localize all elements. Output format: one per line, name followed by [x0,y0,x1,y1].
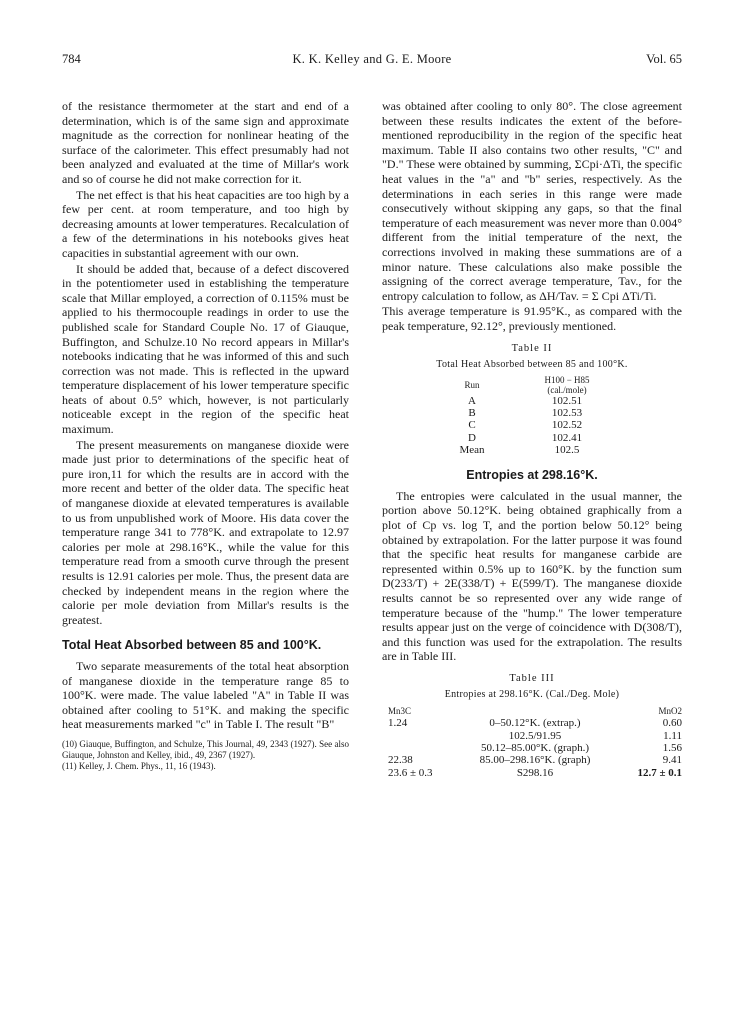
footnote-11: (11) Kelley, J. Chem. Phys., 11, 16 (1943). [62,760,216,771]
table-2-header [422,375,612,395]
volume-label: Vol. 65 [646,52,682,66]
left-paragraph-4: The present measurements on manganese dioxide were made just prior to determinations of the specific heat of pure iron,11 for which the results are in accord with the more recent and better of the older data. The specific heat of manganese dioxide at elevated temperatures is available to us from unpublished work of Moore. His data cover the temperature range 341 to 778°K. and extrapolate to 12.97 calories per mole at 298.16°K., while the value for this temperature read from a smooth curve through the present results is 12.91 calories per mole. Thus, the present data are checked by independent means in the region where the calorie per mole deviation from Millar's results is the greatest. [62,437,349,627]
table-2-col-unit: (cal./mole) [547,384,587,395]
running-header [62,52,682,68]
table-3-col-right: MnO2 [658,706,682,717]
table-3 [382,705,682,779]
table-row: A 102.51 [468,394,583,407]
section-heading-entropies: Entropies at 298.16°K. [466,468,598,483]
right-paragraph-1b: This average temperature is 91.95°K., as compared with the peak temperature, 92.12°, previously mentioned. [382,304,682,333]
table-row: 1.24 0–50.12°K. (extrap.) 0.60 [388,717,682,730]
left-paragraph-2: The net effect is that his heat capacities are too high by a few per cent. at room temperature, and too high by decreasing amounts at lower temperatures. Recalculation of a few of the determinations in his notebooks gives heat capacities in substantial agreement with our own. [62,187,349,260]
table-row: C 102.52 [468,419,583,432]
table-row: 23.6 ± 0.3 S298.16 12.7 ± 0.1 [388,766,682,779]
right-paragraph-2: The entropies were calculated in the usual manner, the portion above 50.12°K. being obtained graphically from a plot of Cp vs. log T, and the portion below 50.12° being obtained by extrapolation. For the latter purpose it was found that the specific heat results for manganese carbide are represented within 0.5% up to 160°K. by the function sum D(233/T) + 2E(338/T) + E(599/T). The manganese dioxide results cannot be so represented over any wide range of temperature because of the "hump." The lower temperature results appear just on the verge of coincidence with D(308/T), and this function was used for the extrapolation. The results are in Table III. [382,488,682,664]
table-row: 50.12–85.00°K. (graph.) 1.56 [481,741,682,754]
table-2-col-run: Run [464,379,480,390]
left-paragraph-3: It should be added that, because of a defect discovered in the potentiometer used in establishing the temperature scale that Millar employed, a correction of 0.115% must be applied to his thermocouple readings in order to use the published scale for Standard Couple No. 17 of Giauque, Buffington, and Schulze.10 No record appears in Millar's notebooks indicating that he was informed of this and such correction was not made. This is reflected in the upward temperature displacement of his lower temperature specific heats of about 0.5° which, however, is not particularly noticeable except in the region of the specific heat maximum. [62,261,349,437]
running-authors: K. K. Kelley and G. E. Moore [292,52,452,66]
table-3-header [382,705,682,717]
right-column [382,99,682,779]
table-3-caption: Table III [509,672,555,684]
left-paragraph-5: Two separate measurements of the total heat absorption of manganese dioxide in the temperature range 85 to 100°K. were made. The value labeled "A" in Table II was obtained after cooling to 51°K. and making the specific heat measurements marked "c" in Table I. The result "B" [62,658,349,732]
table-3-subtitle: Entropies at 298.16°K. (Cal./Deg. Mole) [444,689,620,701]
table-row: 22.38 85.00–298.16°K. (graph) 9.41 [388,754,682,767]
right-paragraph-1a: was obtained after cooling to only 80°. The close agreement between these results indicates the extent of the before-mentioned reproducibility in the region of the specific heat maximum. Table II also contains two other results, "C" and "D." These were obtained by summing, ΣCpi·ΔTi, the specific heat values in the "a" and "b" series, respectively. As the determinations in each series in this range were made consecutively without skipping any gaps, so that the final temperature of each measurement was never more than 0.004° different from the initial temperature of the next, the corrections involved in making these summations are of a minor nature. These calculations also make possible the assigning of the correct average temperature, Tav., for the entropy calculation to follow, as ΔH/Tav. = Σ Cpi ΔTi/Ti. [382,99,682,303]
table-2-caption: Table II [511,342,553,354]
table-row: B 102.53 [468,406,583,419]
left-column [62,99,349,772]
left-paragraph-1: of the resistance thermometer at the start and end of a determination, which is of the same sign and approximate magnitude as the correction for nonlinear heating of the surface of the calorimeter. This effect presumably had not been analyzed and evaluated at the time of Millar's work and so of course he did not make correction for it. [62,99,349,186]
table-2-col-value: H100 − H85 [544,374,590,385]
table-row: 102.5/91.95 1.11 [508,729,682,742]
table-2 [422,375,612,456]
footnote-10: (10) Giauque, Buffington, and Schulze, This Journal, 49, 2343 (1927). See also Giauque, Johnston and Kelley, ibid., 49, 2367 (1927). [62,738,349,760]
section-heading-total-heat: Total Heat Absorbed between 85 and 100°K. [62,638,322,653]
page-number: 784 [62,52,81,66]
footnotes [62,739,349,772]
table-row: Mean 102.5 [459,443,580,456]
table-2-subtitle: Total Heat Absorbed between 85 and 100°K. [436,359,628,371]
table-row: D 102.41 [468,431,583,444]
table-3-col-left: Mn3C [388,706,412,717]
